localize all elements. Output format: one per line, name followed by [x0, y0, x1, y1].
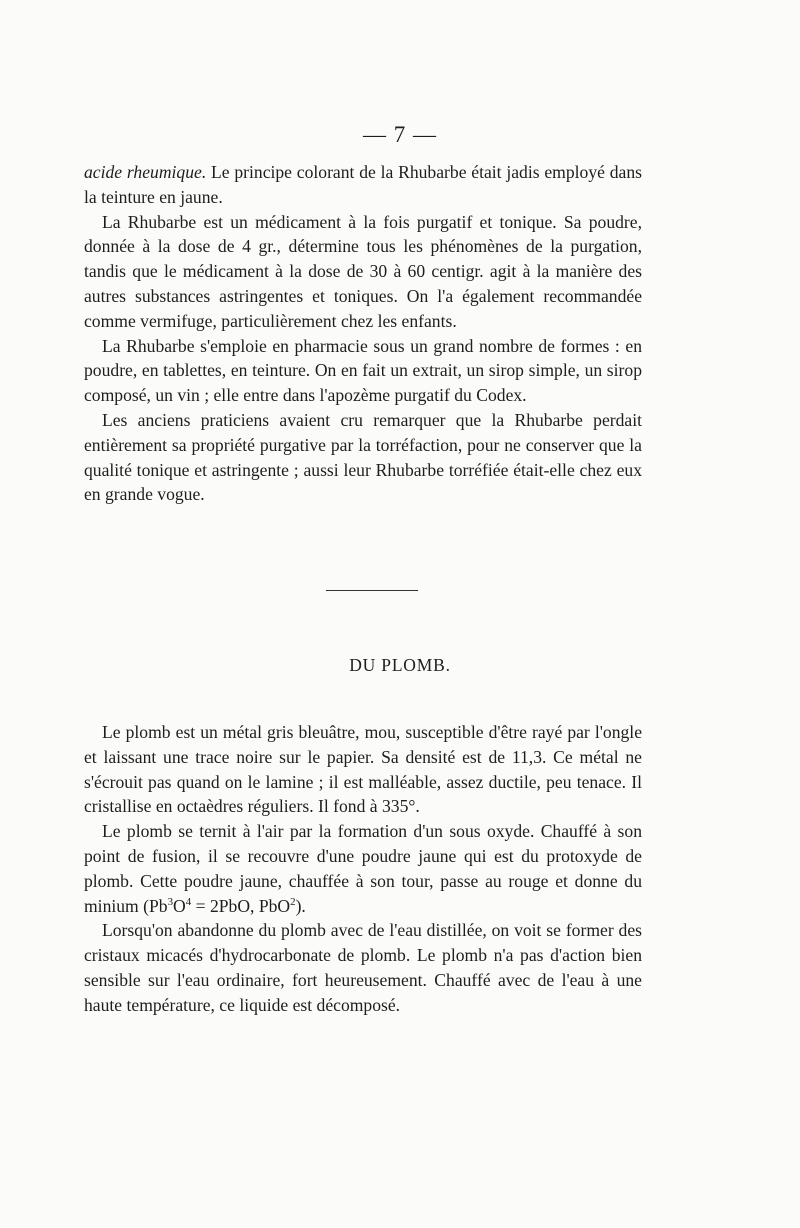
paragraph-oxydation	[84, 819, 642, 918]
paragraph-purgatif: La Rhubarbe est un médicament à la fois purgatif et tonique. Sa poudre, donnée à la dose de 4 gr., détermine tous les phénomènes de la purgation, tandis que le médicament à la dose de 30 à 60 centigr. agit à la manière des autres substances astringentes et toniques. On l'a également recommandée comme vermifuge, particulièrement chez les enfants.	[84, 211, 642, 331]
paragraph-proprietes: Le plomb est un métal gris bleuâtre, mou, susceptible d'être rayé par l'ongle et laissant une trace noire sur le papier. Sa densité est de 11,3. Ce métal ne s'écrouit pas quand on le lamine ; il est malléable, assez ductile, peu tenace. Il cristallise en octaèdres réguliers. Il fond à 335°.	[84, 722, 642, 817]
paragraph-torrefaction: Les anciens praticiens avaient cru remarquer que la Rhubarbe perdait entièrement sa propriété purgative par la torréfaction, pour ne conserver que la qualité tonique et astringente ; aussi leur Rhubarbe torréfiée était-elle chez eux en grande vogue.	[84, 409, 642, 505]
section-heading: DU PLOMB.	[349, 655, 451, 675]
paragraph-eau: Lorsqu'on abandonne du plomb avec de l'eau distillée, on voit se former des cristaux micacés d'hydrocarbonate de plomb. Le plomb n'a pas d'action bien sensible sur l'eau ordinaire, fort heureusement. Chauffé avec de l'eau à une haute température, ce liquide est décomposé.	[84, 920, 642, 1015]
paragraph-rheumique	[84, 160, 642, 210]
paragraph-pharmacie: La Rhubarbe s'emploie en pharmacie sous un grand nombre de formes : en poudre, en tablettes, en teinture. On en fait un extrait, un sirop simple, un sirop composé, un vin ; elle entre dans l'apozème purgatif du Codex.	[84, 335, 642, 406]
plomb-text-section	[84, 720, 642, 1018]
section-divider	[326, 590, 418, 591]
paragraph-text: Le plomb se ternit à l'air par la formation d'un sous oxyde. Chauffé à son point de fusion, il se recouvre d'une poudre jaune qui est du protoxyde de plomb. Cette poudre jaune, chauffée à son tour, passe au rouge et donne du minium	[84, 821, 642, 916]
paragraph-text: Le principe colorant de la Rhubarbe était jadis employé dans la teinture en jaune.	[84, 162, 642, 207]
page-number: — 7 —	[363, 122, 437, 147]
rhubarb-text-section	[84, 160, 642, 507]
italic-term: acide rheumique.	[84, 162, 207, 182]
minium-formula: ($Pb^3O^4 = 2PbO$, PbO$^2$).	[138, 895, 306, 916]
